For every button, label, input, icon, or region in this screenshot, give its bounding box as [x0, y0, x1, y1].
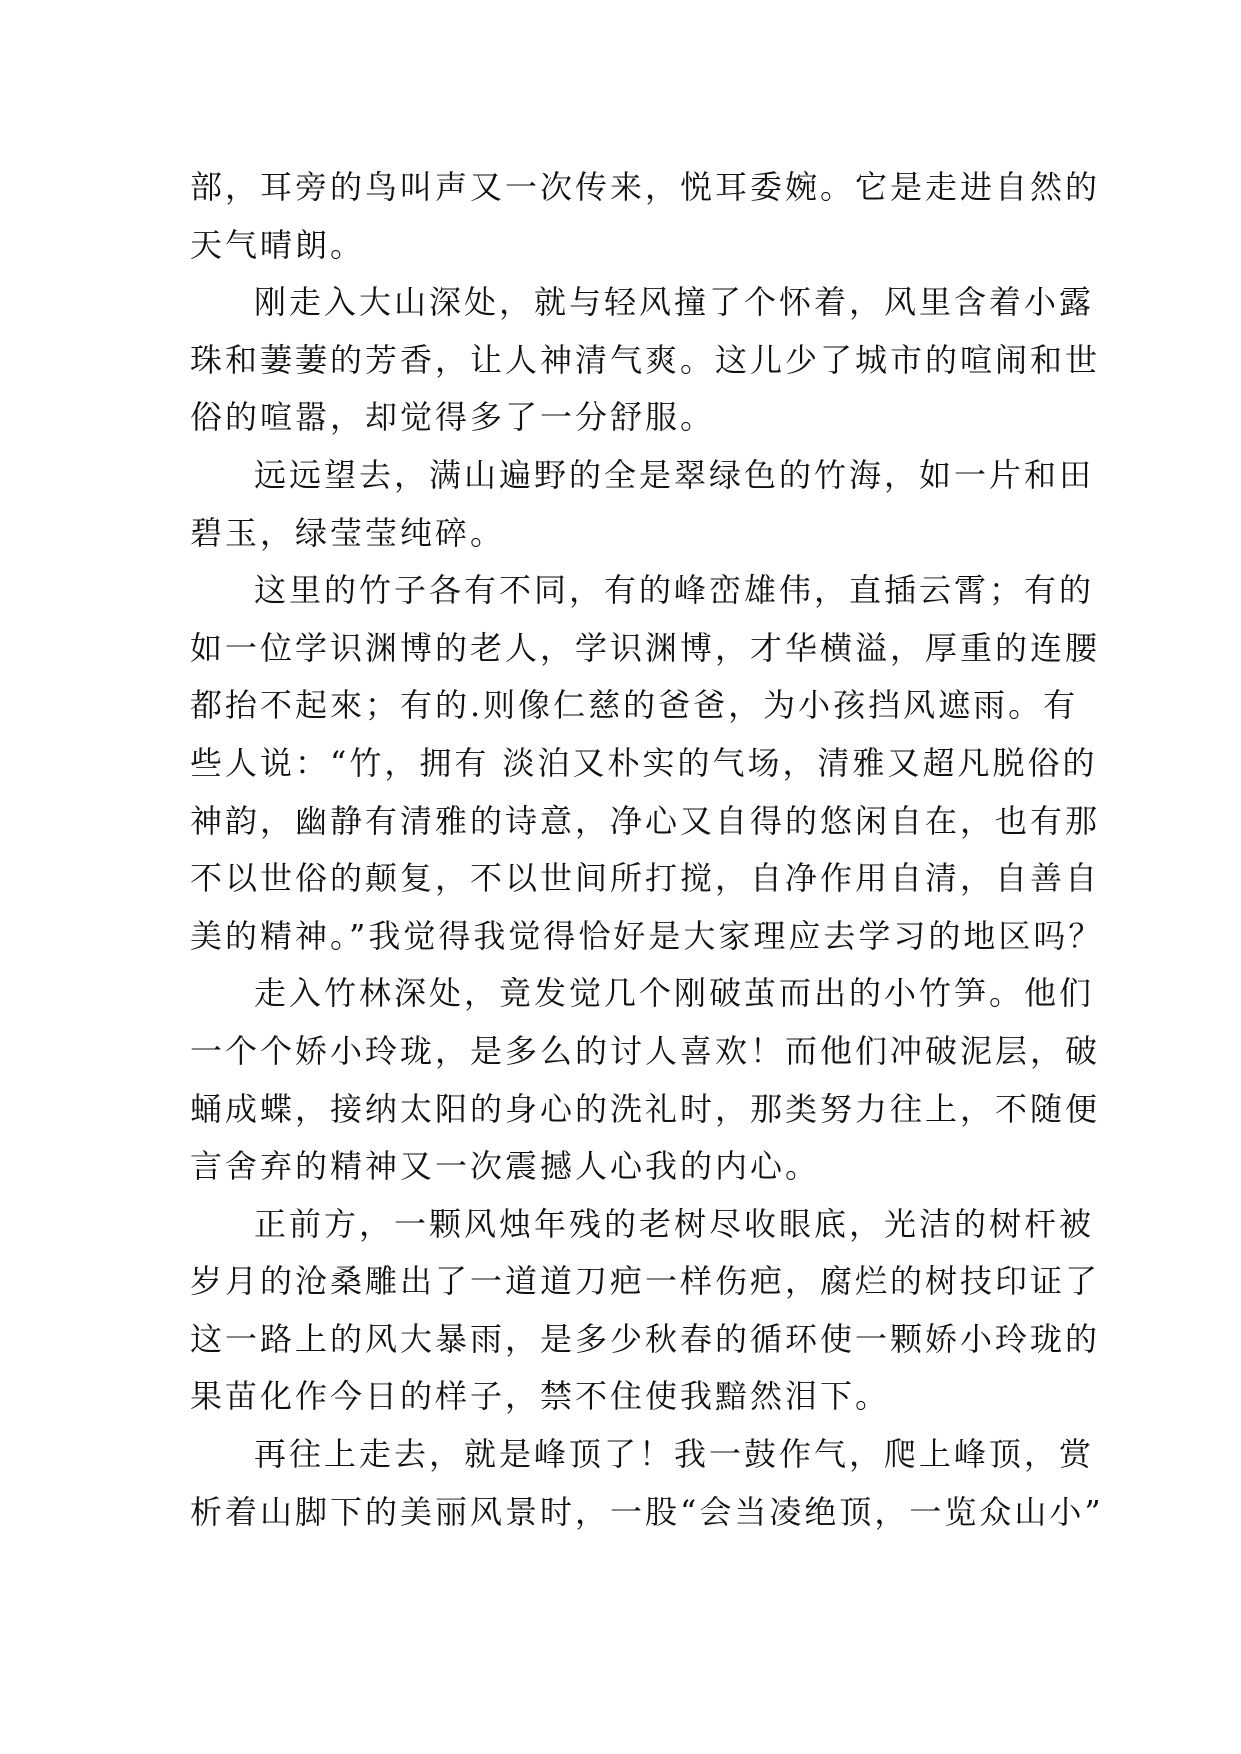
text-line: 珠和萋萋的芳香，让人神清气爽。这儿少了城市的喧闹和世 — [190, 340, 1101, 379]
text-line: 不以世俗的颠复，不以世间所打搅，自净作用自清，自善自 — [190, 859, 1101, 898]
text-line: 神韵，幽静有清雅的诗意，净心又自得的悠闲自在，也有那 — [190, 801, 1101, 840]
paragraph-start-line: 走入竹林深处，竟发觉几个刚破茧而出的小竹笋。他们 — [254, 974, 1095, 1013]
text-line: 一个个娇小玲珑，是多么的讨人喜欢！而他们冲破泥层，破 — [190, 1031, 1101, 1070]
text-line: 蛹成蝶，接纳太阳的身心的洗礼时，那类努力往上，不随便 — [190, 1089, 1101, 1128]
paragraph-start-line: 刚走入大山深处，就与轻风撞了个怀着，风里含着小露 — [254, 283, 1095, 322]
paragraph-start-line: 这里的竹子各有不同，有的峰峦雄伟，直插云霄；有的 — [254, 571, 1095, 610]
text-line: 析着山脚下的美丽风景时，一股“会当凌绝顶，一览众山小” — [190, 1492, 1104, 1531]
text-line: 都抬不起來；有的.则像仁慈的爸爸，为小孩挡风遮雨。有 — [190, 686, 1079, 725]
text-line: 这一路上的风大暴雨，是多少秋春的循环使一颗娇小玲珑的 — [190, 1319, 1101, 1358]
paragraph-start-line: 远远望去，满山遍野的全是翠绿色的竹海，如一片和田 — [254, 455, 1095, 494]
text-line: 言舍弃的精神又一次震撼人心我的内心。 — [190, 1147, 821, 1186]
text-line: 天气晴朗。 — [190, 225, 366, 264]
paragraph-start-line: 再往上走去，就是峰顶了！我一鼓作气，爬上峰顶，赏 — [254, 1435, 1095, 1474]
text-line: 岁月的沧桑雕出了一道道刀疤一样伤疤，腐烂的树技印证了 — [190, 1262, 1101, 1301]
text-line: 如一位学识渊博的老人，学识渊博，才华横溢，厚重的连腰 — [190, 628, 1101, 667]
text-line: 俗的喧嚣，却觉得多了一分舒服。 — [190, 398, 716, 437]
text-line: 些人说：“竹，拥有 淡泊又朴实的气场，清雅又超凡脱俗的 — [190, 743, 1098, 782]
article-body — [190, 159, 1104, 1541]
text-line: 果苗化作今日的样子，禁不住使我黯然泪下。 — [190, 1377, 891, 1416]
text-line: 美的精神。”我觉得我觉得恰好是大家理应去学习的地区吗？ — [190, 916, 1104, 955]
text-line: 碧玉，绿莹莹纯碎。 — [190, 513, 506, 552]
text-line: 部，耳旁的鸟叫声又一次传来，悦耳委婉。它是走进自然的 — [190, 168, 1101, 206]
paragraph-start-line: 正前方，一颗风烛年残的老树尽收眼底，光洁的树杆被 — [254, 1204, 1095, 1243]
